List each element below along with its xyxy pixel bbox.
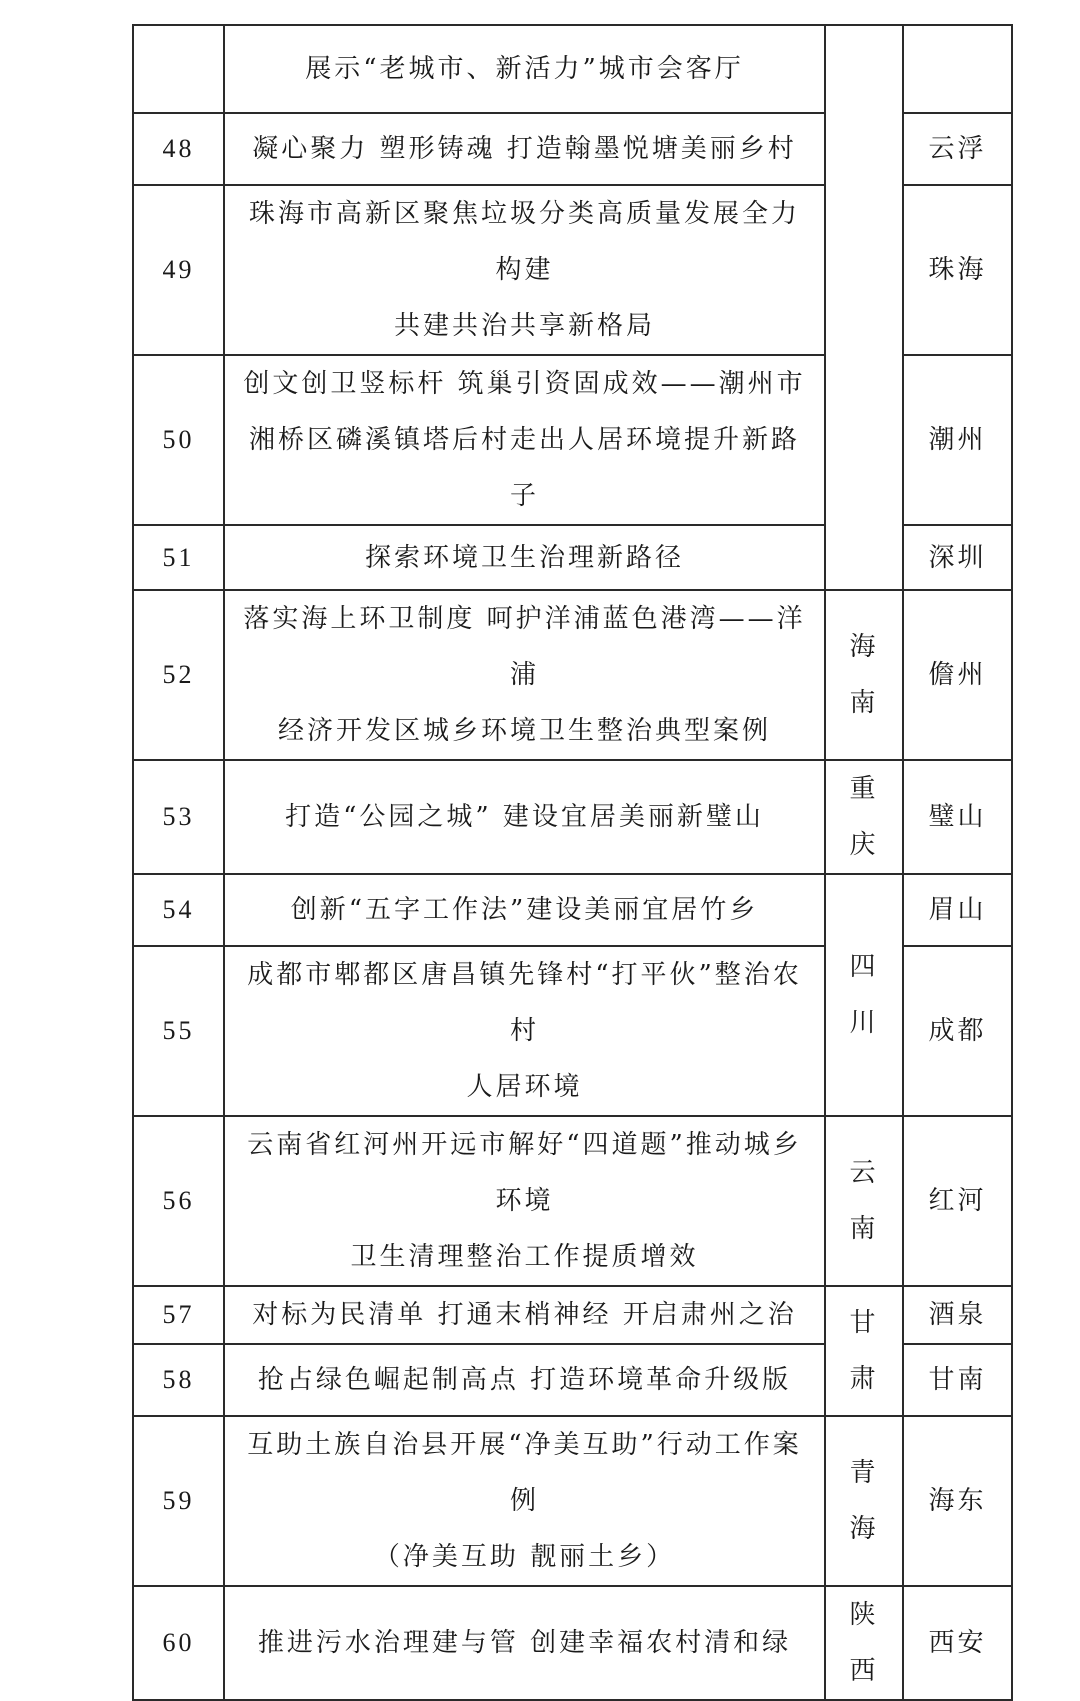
row-number: 60 xyxy=(133,1586,224,1700)
table-row xyxy=(133,25,1012,113)
table-row xyxy=(133,1116,1012,1286)
case-title: 云南省红河州开远市解好“四道题”推动城乡环境 卫生清理整治工作提质增效 xyxy=(224,1116,825,1286)
row-number: 55 xyxy=(133,946,224,1116)
city-cell: 海东 xyxy=(903,1416,1012,1586)
city-cell: 眉山 xyxy=(903,874,1012,946)
case-title: 成都市郫都区唐昌镇先锋村“打平伙”整治农村 人居环境 xyxy=(224,946,825,1116)
row-number: 50 xyxy=(133,355,224,525)
city-cell: 成都 xyxy=(903,946,1012,1116)
case-title: 打造“公园之城” 建设宜居美丽新璧山 xyxy=(224,760,825,874)
city-cell xyxy=(903,25,1012,113)
table-row xyxy=(133,1416,1012,1586)
province-cell-hainan: 海南 xyxy=(825,590,903,760)
province-cell-guangdong xyxy=(825,25,903,590)
province-cell-sichuan: 四川 xyxy=(825,874,903,1116)
table-row xyxy=(133,874,1012,946)
table-row xyxy=(133,760,1012,874)
case-title: 凝心聚力 塑形铸魂 打造翰墨悦塘美丽乡村 xyxy=(224,113,825,185)
row-number: 52 xyxy=(133,590,224,760)
table-row xyxy=(133,590,1012,760)
case-title: 抢占绿色崛起制高点 打造环境革命升级版 xyxy=(224,1344,825,1416)
row-number: 56 xyxy=(133,1116,224,1286)
case-title: 珠海市高新区聚焦垃圾分类高质量发展全力构建 共建共治共享新格局 xyxy=(224,185,825,355)
case-title: 互助土族自治县开展“净美互助”行动工作案例 （净美互助 靓丽土乡） xyxy=(224,1416,825,1586)
case-title: 展示“老城市、新活力”城市会客厅 xyxy=(224,25,825,113)
city-cell: 云浮 xyxy=(903,113,1012,185)
table-row xyxy=(133,1586,1012,1700)
city-cell: 儋州 xyxy=(903,590,1012,760)
province-cell-shaanxi: 陕西 xyxy=(825,1586,903,1700)
row-number: 48 xyxy=(133,113,224,185)
case-title: 落实海上环卫制度 呵护洋浦蓝色港湾——洋浦 经济开发区城乡环境卫生整治典型案例 xyxy=(224,590,825,760)
row-number: 54 xyxy=(133,874,224,946)
city-cell: 璧山 xyxy=(903,760,1012,874)
row-number: 51 xyxy=(133,525,224,590)
province-cell-yunnan: 云南 xyxy=(825,1116,903,1286)
province-cell-chongqing: 重庆 xyxy=(825,760,903,874)
province-cell-gansu: 甘肃 xyxy=(825,1286,903,1416)
case-title: 探索环境卫生治理新路径 xyxy=(224,525,825,590)
city-cell: 西安 xyxy=(903,1586,1012,1700)
row-number: 49 xyxy=(133,185,224,355)
case-list-table xyxy=(132,24,1013,1701)
row-number: 58 xyxy=(133,1344,224,1416)
case-title: 创文创卫竖标杆 筑巢引资固成效——潮州市 湘桥区磷溪镇塔后村走出人居环境提升新路子 xyxy=(224,355,825,525)
city-cell: 甘南 xyxy=(903,1344,1012,1416)
city-cell: 珠海 xyxy=(903,185,1012,355)
row-number: 59 xyxy=(133,1416,224,1586)
city-cell: 深圳 xyxy=(903,525,1012,590)
table-row xyxy=(133,1286,1012,1344)
case-title: 推进污水治理建与管 创建幸福农村清和绿 xyxy=(224,1586,825,1700)
city-cell: 红河 xyxy=(903,1116,1012,1286)
row-number: 57 xyxy=(133,1286,224,1344)
city-cell: 潮州 xyxy=(903,355,1012,525)
case-title: 创新“五字工作法”建设美丽宜居竹乡 xyxy=(224,874,825,946)
city-cell: 酒泉 xyxy=(903,1286,1012,1344)
row-number: 53 xyxy=(133,760,224,874)
province-cell-qinghai: 青海 xyxy=(825,1416,903,1586)
row-number xyxy=(133,25,224,113)
case-title: 对标为民清单 打通末梢神经 开启肃州之治 xyxy=(224,1286,825,1344)
